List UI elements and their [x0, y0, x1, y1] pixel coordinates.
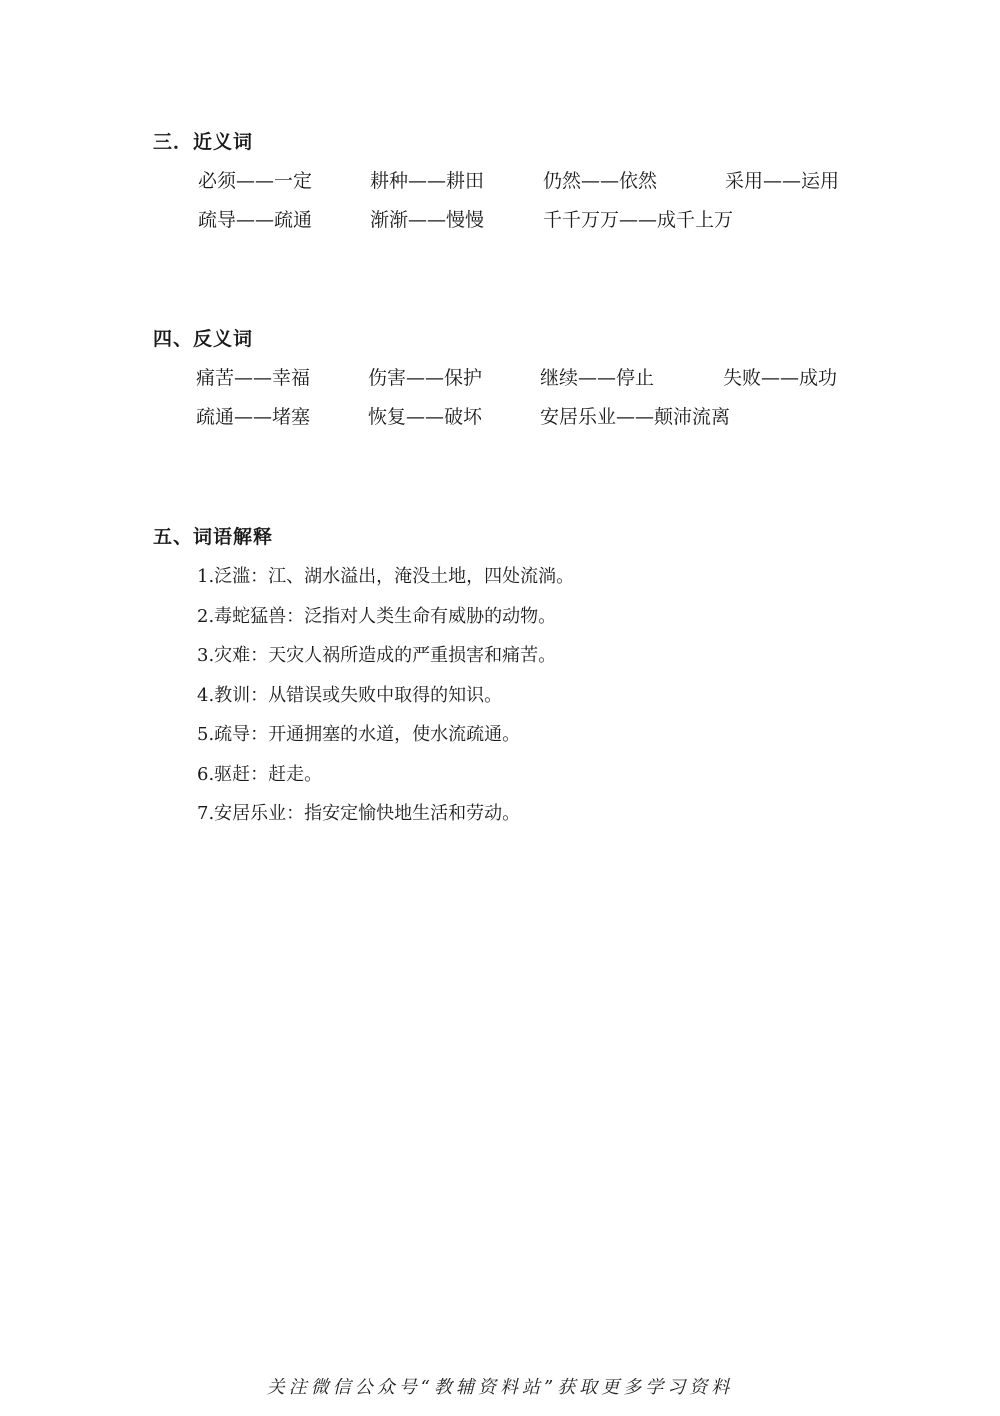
definition-item: 1.泛滥：江、湖水溢出，淹没土地，四处流淌。	[197, 566, 575, 587]
definition-item: 3.灾难：天灾人祸所造成的严重损害和痛苦。	[197, 645, 557, 666]
synonym-pair: 耕种——耕田	[370, 170, 485, 192]
synonym-pair: 千千万万——成千上万	[543, 209, 734, 231]
definition-item: 5.疏导：开通拥塞的水道，使水流疏通。	[197, 724, 521, 745]
antonym-pair: 失败——成功	[723, 367, 838, 389]
section-title-definitions: 五、词语解释	[153, 526, 274, 548]
definition-item: 2.毒蛇猛兽：泛指对人类生命有威胁的动物。	[197, 605, 557, 627]
synonym-pair: 仍然——依然	[543, 170, 658, 192]
antonym-pair: 痛苦——幸福	[196, 367, 311, 389]
synonym-row	[0, 207, 1000, 233]
definition-item: 7.安居乐业：指安定愉快地生活和劳动。	[197, 803, 521, 824]
definition-list	[197, 564, 574, 841]
antonym-pair: 疏通——堵塞	[196, 406, 311, 428]
antonym-pair: 继续——停止	[540, 367, 655, 389]
synonym-pair: 必须——一定	[198, 170, 313, 192]
antonym-pair: 安居乐业——颠沛流离	[540, 406, 731, 428]
definition-item: 4.教训：从错误或失败中取得的知识。	[197, 684, 503, 706]
synonym-row	[0, 168, 1000, 194]
synonym-pair: 渐渐——慢慢	[370, 209, 485, 231]
section-title-antonyms: 四、反义词	[153, 328, 254, 350]
footer-note: 关注微信公众号“教辅资料站”获取更多学习资料	[266, 1377, 734, 1398]
antonym-row	[0, 365, 1000, 391]
antonym-pair: 恢复——破坏	[368, 406, 483, 428]
synonym-pair: 疏导——疏通	[198, 209, 313, 231]
antonym-pair: 伤害——保护	[368, 367, 483, 389]
definition-item: 6.驱赶：赶走。	[197, 763, 323, 785]
synonym-pair: 采用——运用	[725, 170, 840, 192]
antonym-row	[0, 404, 1000, 430]
section-title-synonyms: 三．近义词	[153, 131, 254, 153]
